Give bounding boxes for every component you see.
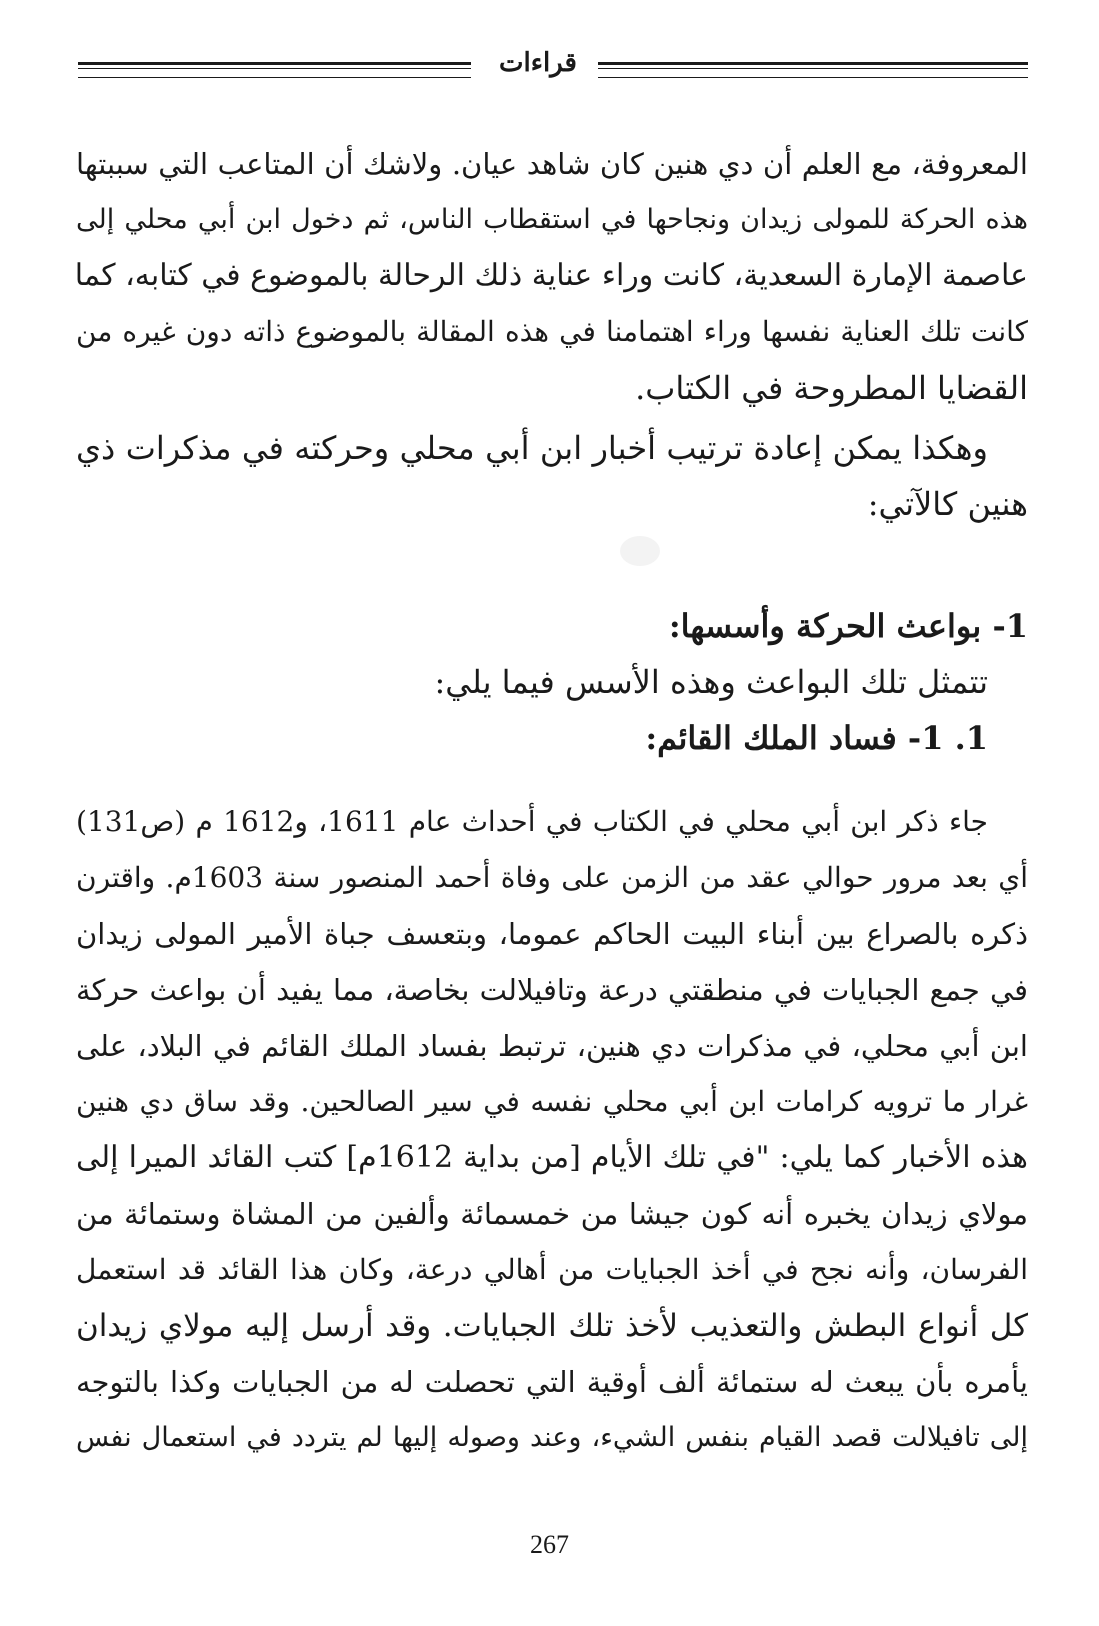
header-rule-left [78, 62, 471, 78]
text-line: ابن أبي محلي، في مذكرات دي هنين، ترتبط بفساد الملك القائم في البلاد، على [76, 1029, 1028, 1063]
running-header [78, 46, 1028, 86]
text-line: هذه الأخبار كما يلي: "في تلك الأيام [من بداية 1612م] كتب القائد الميرا إلى [76, 1140, 1028, 1175]
page-number: 267 [530, 1530, 569, 1559]
text-line: كانت تلك العناية نفسها وراء اهتمامنا في هذه المقالة بالموضوع ذاته دون غيره من [76, 315, 1028, 348]
paragraph-2 [76, 420, 1028, 532]
text-line: ذكره بالصراع بين أبناء البيت الحاكم عموما، وبتعسف جباة الأمير المولى زيدان [76, 917, 1028, 951]
paragraph-3 [76, 794, 1028, 1466]
text-line: كل أنواع البطش والتعذيب لأخذ تلك الجبايات. وقد أرسل إليه مولاي زيدان [76, 1308, 1028, 1344]
text-line: وهكذا يمكن إعادة ترتيب أخبار ابن أبي محلي وحركته في مذكرات ذي [76, 429, 988, 467]
header-rule-right [598, 62, 1028, 78]
text-line: أي بعد مرور حوالي عقد من الزمن على وفاة أحمد المنصور سنة 1603م. واقترن [76, 861, 1028, 894]
section-heading: 1- بواعث الحركة وأسسها: [668, 607, 1028, 645]
subsection-heading: 1. 1- فساد الملك القائم: [645, 719, 988, 757]
text-line: القضايا المطروحة في الكتاب. [635, 369, 1028, 407]
section-intro: تتمثل تلك البواعث وهذه الأسس فيما يلي: [434, 663, 988, 701]
text-line: مولاي زيدان يخبره أنه كون جيشا من خمسمائة وألفين من المشاة وستمائة من [76, 1197, 1028, 1231]
header-title: قراءات [499, 48, 577, 78]
section-1 [76, 598, 1028, 766]
text-line: في جمع الجبايات في منطقتي درعة وتافيلالت بخاصة، مما يفيد أن بواعث حركة [76, 973, 1028, 1007]
paragraph-1 [76, 136, 1028, 416]
text-line: غرار ما ترويه كرامات ابن أبي محلي نفسه في سير الصالحين. وقد ساق دي هنين [76, 1085, 1028, 1118]
text-line: جاء ذكر ابن أبي محلي في الكتاب في أحداث عام 1611، و1612 م (ص131) [76, 805, 988, 838]
text-line: يأمره بأن يبعث له ستمائة ألف أوقية التي تحصلت له من الجبايات وكذا بالتوجه [76, 1365, 1028, 1399]
text-line: المعروفة، مع العلم أن دي هنين كان شاهد عيان. ولاشك أن المتاعب التي سببتها [76, 147, 1028, 181]
text-line: عاصمة الإمارة السعدية، كانت وراء عناية ذلك الرحالة بالموضوع في كتابه، كما [74, 258, 1028, 293]
text-line: هنين كالآتي: [867, 485, 1028, 523]
text-line: إلى تافيلالت قصد القيام بنفس الشيء، وعند وصوله إليها لم يتردد في استعمال نفس [76, 1422, 1028, 1453]
text-line: هذه الحركة للمولى زيدان ونجاحها في استقطاب الناس، ثم دخول ابن أبي محلي إلى [76, 204, 1028, 235]
scan-smudge [620, 536, 660, 566]
text-line: الفرسان، وأنه نجح في أخذ الجبايات من أهالي درعة، وكان هذا القائد قد استعمل [76, 1253, 1028, 1286]
